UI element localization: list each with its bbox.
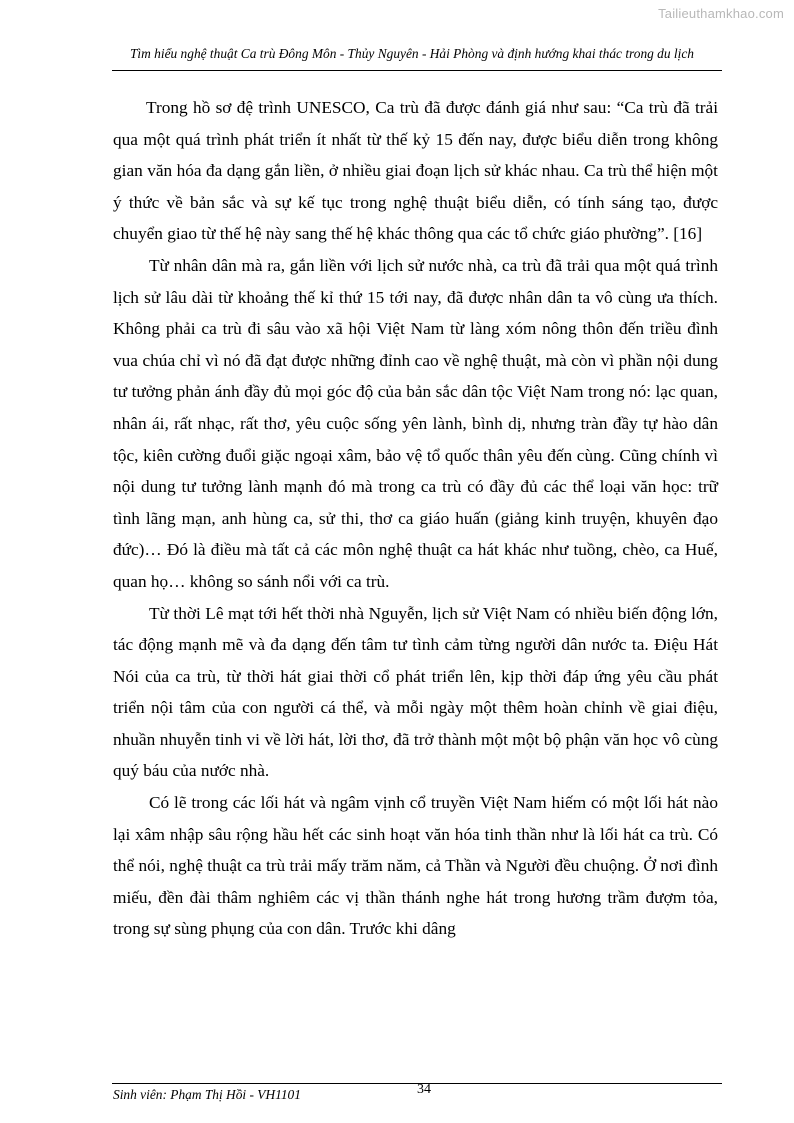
document-body xyxy=(113,92,718,945)
paragraph-2: Từ nhân dân mà ra, gắn liền với lịch sử nước nhà, ca trù đã trải qua một quá trình lịch sử lâu dài từ khoảng thế kỉ thứ 15 tới nay, đã được nhân dân ta vô cùng ưa thích. Không phải ca trù đi sâu vào xã hội Việt Nam từ làng xóm nông thôn đến triều đình vua chúa chỉ vì nó đã đạt được những đỉnh cao về nghệ thuật, mà còn vì phần nội dung tư tưởng phản ánh đầy đủ mọi góc độ của bản sắc dân tộc Việt Nam trong nó: lạc quan, nhân ái, rất nhạc, rất thơ, yêu cuộc sống yên lành, bình dị, nhưng tràn đầy tự hào dân tộc, kiên cường đuổi giặc ngoại xâm, bảo vệ tổ quốc thân yêu đến cùng. Cũng chính vì nội dung tư tưởng lành mạnh đó mà trong ca trù có đầy đủ các thể loại văn học: trữ tình lãng mạn, anh hùng ca, sử thi, thơ ca giáo huấn (giảng kinh truyện, khuyên đạo đức)… Đó là điều mà tất cả các môn nghệ thuật ca hát khác như tuồng, chèo, ca Huế, quan họ… không so sánh nổi với ca trù. xyxy=(113,255,718,591)
footer-student-name: Sinh viên: Phạm Thị Hồi - VH1101 xyxy=(113,1087,301,1102)
header-divider xyxy=(112,70,722,71)
page-number: 34 xyxy=(417,1082,431,1097)
watermark: Tailieuthamkhao.com xyxy=(658,6,784,21)
paragraph-4: Có lẽ trong các lối hát và ngâm vịnh cổ truyền Việt Nam hiếm có một lối hát nào lại xâm nhập sâu rộng hầu hết các sinh hoạt văn hóa tinh thần như là lối hát ca trù. Có thể nói, nghệ thuật ca trù trải mấy trăm năm, cả Thần và Người đều chuộng. Ở nơi đình miếu, đền đài thâm nghiêm các vị thần thánh nghe hát trong hương trầm đượm tỏa, trong sự sùng phụng của con dân. Trước khi dâng xyxy=(113,793,718,939)
running-header: Tìm hiểu nghệ thuật Ca trù Đông Môn - Thủy Nguyên - Hải Phòng và định hướng khai thác trong du lịch xyxy=(129,46,695,61)
paragraph-3: Từ thời Lê mạt tới hết thời nhà Nguyễn, lịch sử Việt Nam có nhiều biến động lớn, tác động mạnh mẽ và đa dạng đến tâm tư tình cảm từng người dân nước ta. Điệu Hát Nói của ca trù, từ thời hát giai thời cổ phát triển lên, kịp thời đáp ứng yêu cầu phát triển nội tâm của con người cá thể, và mỗi ngày một thêm hoàn chỉnh về giai điệu, nhuần nhuyễn tinh vi về lời hát, lời thơ, đã trở thành một một bộ phận văn học vô cùng quý báu của nước nhà. xyxy=(113,603,718,781)
paragraph-1: Trong hồ sơ đệ trình UNESCO, Ca trù đã được đánh giá như sau: “Ca trù đã trải qua một quá trình phát triển ít nhất từ thế kỷ 15 đến nay, được biểu diễn trong không gian văn hóa đa dạng gắn liền, ở nhiều giai đoạn lịch sử khác nhau. Ca trù thể hiện một ý thức về bản sắc và sự kế tục trong nghệ thuật biểu diễn, có tính sáng tạo, được chuyển giao từ thế hệ này sang thế hệ khác thông qua các tổ chức giáo phường”. [16] xyxy=(113,98,718,244)
